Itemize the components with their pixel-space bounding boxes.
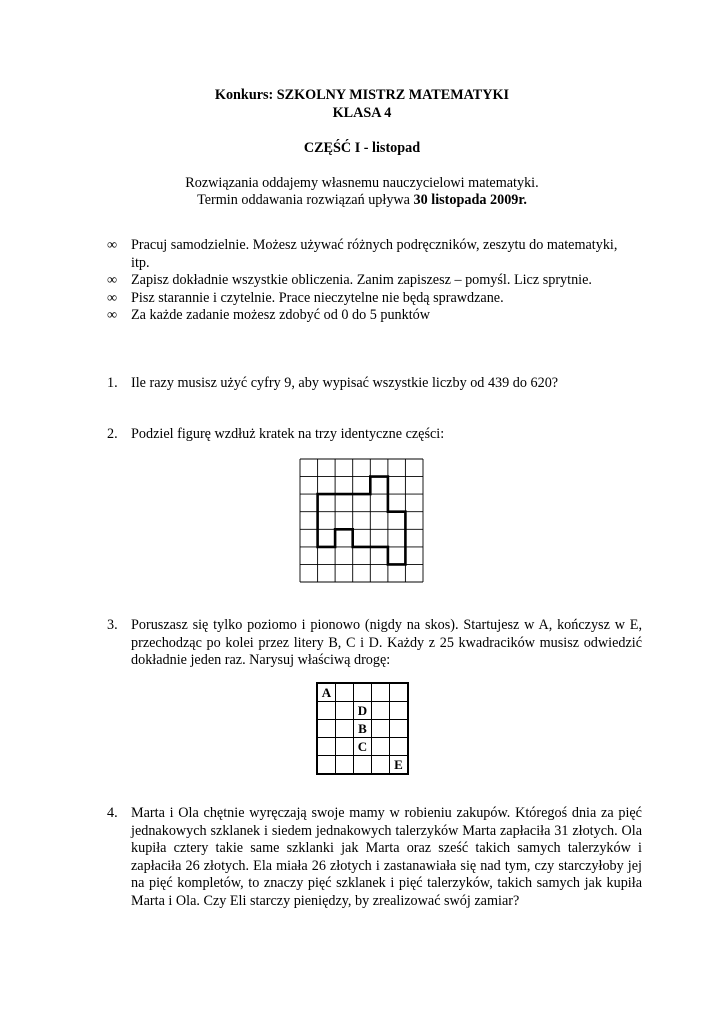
question-4	[107, 805, 642, 910]
question-3	[107, 617, 642, 670]
rule-text: Zapisz dokładnie wszystkie obliczenia. Zanim zapiszesz – pomyśl. Licz sprytnie.	[131, 272, 592, 288]
question-number: 1.	[107, 375, 118, 391]
infinity-bullet-icon: ∞	[107, 272, 118, 288]
grid-cell	[317, 702, 336, 720]
rule-text: Pracuj samodzielnie. Możesz używać różnych podręczników, zeszytu do matematyki, itp.	[131, 237, 618, 271]
grid-cell: C	[354, 738, 372, 756]
question-2	[107, 426, 642, 444]
deadline-date: 30 listopada 2009r.	[413, 192, 527, 208]
grid-cell	[317, 738, 336, 756]
rule-text: Za każde zadanie możesz zdobyć od 0 do 5 punktów	[131, 307, 431, 323]
infinity-bullet-icon: ∞	[107, 237, 118, 253]
instructions-line-1: Rozwiązania oddajemy własnemu nauczycielowi matematyki.	[185, 175, 539, 191]
grid-cell: D	[354, 702, 372, 720]
part-label: CZĘŚĆ I - listopad	[303, 140, 421, 156]
rule-item	[107, 237, 627, 272]
grid-cell	[336, 683, 354, 702]
grid-cell	[372, 683, 390, 702]
grid-cell	[354, 756, 372, 775]
question-1	[107, 375, 642, 393]
grid-row	[317, 720, 408, 738]
grid-cell	[336, 756, 354, 775]
grid-cell	[372, 720, 390, 738]
grid-cell	[354, 683, 372, 702]
question-text: Ile razy musisz użyć cyfry 9, aby wypisać wszystkie liczby od 439 do 620?	[131, 375, 559, 391]
class-label: KLASA 4	[332, 105, 392, 121]
deadline-prefix: Termin oddawania rozwiązań upływa	[197, 192, 414, 208]
question-text: Marta i Ola chętnie wyręczają swoje mamy w robieniu zakupów. Któregoś dnia za pięć jednakowych szklanek i siedem jednakowych talerzyków Marta zapłaciła 31 złotych. Ola kupiła cztery takie same szklanki jak Marta oraz sześć takich samych talerzyków i zapłaciła 26 złotych. Ela miała 26 złotych i zastanawiała się nad tym, czy starczyłoby jej na pięć kompletów, to znaczy pięć szklanek i pięć talerzyków, takich samych jak kupiła Marta i Ola. Czy Eli starczy pieniędzy, by zrealizować swój zamiar?	[131, 805, 642, 909]
question-number: 4.	[107, 805, 118, 821]
contest-title: Konkurs: SZKOLNY MISTRZ MATEMATYKI	[214, 87, 510, 103]
rule-text: Pisz starannie i czytelnie. Prace nieczytelne nie będą sprawdzane.	[131, 289, 504, 306]
grid-cell	[336, 720, 354, 738]
question-text: Podziel figurę wzdłuż kratek na trzy identyczne części:	[131, 426, 445, 442]
grid-cell	[336, 702, 354, 720]
grid-cell	[372, 702, 390, 720]
rule-item	[107, 290, 627, 308]
figure-outline	[318, 477, 406, 565]
grid-cell	[390, 738, 409, 756]
grid-cell	[390, 683, 409, 702]
grid-row	[317, 738, 408, 756]
question-number: 2.	[107, 426, 118, 442]
grid-cell	[317, 756, 336, 775]
grid-cell	[390, 702, 409, 720]
letter-grid	[316, 682, 409, 775]
grid-cell	[390, 720, 409, 738]
grid-row	[317, 702, 408, 720]
instructions-line-2	[0, 192, 724, 210]
question-text: Poruszasz się tylko poziomo i pionowo (nigdy na skos). Startujesz w A, kończysz w E, przechodząc po kolei przez litery B, C i D. Każdy z 25 kwadracików musisz odwiedzić dokładnie jeden raz. Narysuj właściwą drogę:	[131, 617, 642, 668]
grid-cell	[317, 720, 336, 738]
grid-cell	[372, 756, 390, 775]
grid-row	[317, 683, 408, 702]
infinity-bullet-icon: ∞	[107, 289, 118, 306]
figure-grid	[299, 458, 425, 584]
rule-item	[107, 272, 627, 290]
grid-cell: E	[390, 756, 409, 775]
grid-cell: B	[354, 720, 372, 738]
grid-cell: A	[317, 683, 336, 702]
rules-list	[107, 237, 627, 325]
infinity-bullet-icon: ∞	[107, 307, 118, 323]
rule-item	[107, 307, 627, 325]
question-number: 3.	[107, 617, 118, 633]
grid-cell	[336, 738, 354, 756]
grid-cell	[372, 738, 390, 756]
grid-row	[317, 756, 408, 775]
